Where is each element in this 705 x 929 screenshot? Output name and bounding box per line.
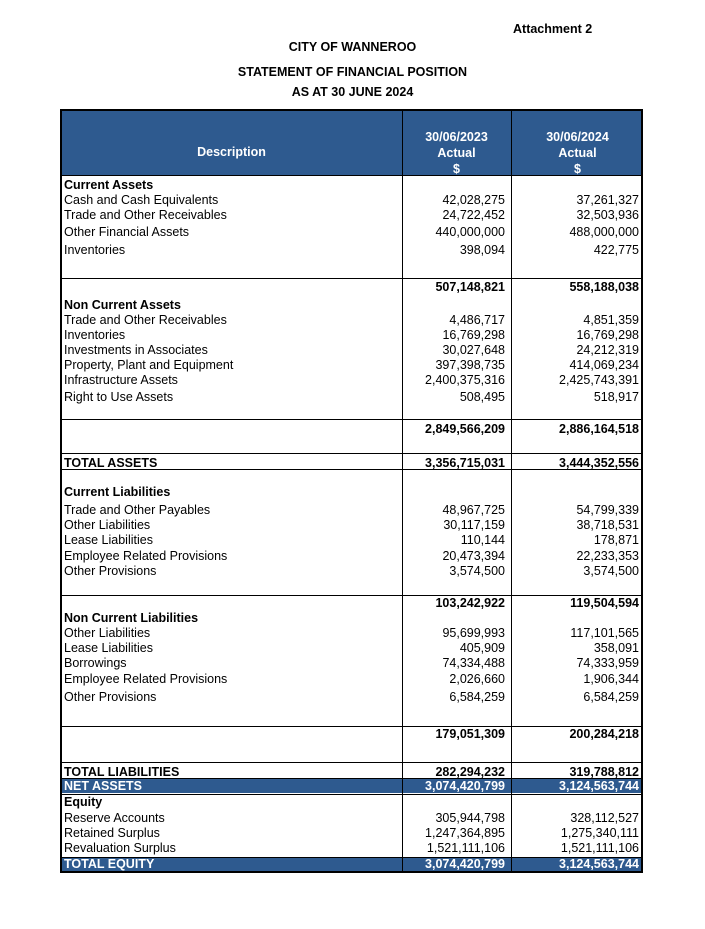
row-value-2024: 414,069,234 bbox=[569, 358, 639, 372]
row-divider bbox=[62, 762, 641, 763]
row-label: Non Current Assets bbox=[64, 298, 181, 312]
row-value-2024: 6,584,259 bbox=[583, 690, 639, 704]
row-label: Property, Plant and Equipment bbox=[64, 358, 234, 372]
row-value-2024: 319,788,812 bbox=[569, 765, 639, 779]
row-divider bbox=[62, 278, 641, 279]
row-divider bbox=[62, 794, 641, 795]
row-value-2024: 22,233,353 bbox=[576, 549, 639, 563]
row-divider bbox=[62, 175, 641, 176]
row-value-2024: 2,886,164,518 bbox=[559, 422, 639, 436]
row-label: Other Provisions bbox=[64, 690, 157, 704]
row-label: Trade and Other Receivables bbox=[64, 313, 227, 327]
row-value-2023: 103,242,922 bbox=[435, 596, 505, 610]
row-value-2024: 32,503,936 bbox=[576, 208, 639, 222]
financial-position-table bbox=[60, 109, 643, 873]
row-value-2024: 1,906,344 bbox=[583, 672, 639, 686]
row-label: Inventories bbox=[64, 243, 126, 257]
row-value-2024: 3,124,563,744 bbox=[559, 857, 639, 871]
row-value-2024: 178,871 bbox=[593, 533, 639, 547]
row-label: NET ASSETS bbox=[64, 779, 143, 793]
row-value-2024: 38,718,531 bbox=[576, 518, 639, 532]
row-value-2024: 1,275,340,111 bbox=[560, 826, 639, 840]
row-label: Borrowings bbox=[64, 656, 127, 670]
col-2023-header bbox=[402, 129, 511, 177]
col-2024-date: 30/06/2024 bbox=[546, 130, 609, 144]
row-label: Right to Use Assets bbox=[64, 390, 174, 404]
row-value-2023: 4,486,717 bbox=[449, 313, 505, 327]
row-value-2023: 305,944,798 bbox=[435, 811, 505, 825]
row-value-2024: 422,775 bbox=[593, 243, 639, 257]
row-value-2024: 358,091 bbox=[593, 641, 639, 655]
row-label: Current Assets bbox=[64, 178, 154, 192]
col-2023-unit: $ bbox=[453, 162, 460, 176]
row-label: Other Financial Assets bbox=[64, 225, 190, 239]
col-2024-header bbox=[512, 129, 643, 177]
row-value-2024: 2,425,743,391 bbox=[559, 373, 639, 387]
page-title: CITY OF WANNEROO bbox=[288, 40, 417, 54]
row-value-2023: 2,026,660 bbox=[449, 672, 505, 686]
row-value-2023: 398,094 bbox=[459, 243, 505, 257]
row-label: Reserve Accounts bbox=[64, 811, 165, 825]
row-divider bbox=[62, 419, 641, 420]
row-value-2023: 20,473,394 bbox=[442, 549, 505, 563]
row-value-2023: 507,148,821 bbox=[435, 280, 505, 294]
col-2023-basis: Actual bbox=[437, 146, 476, 160]
row-value-2023: 95,699,993 bbox=[442, 626, 505, 640]
row-value-2023: 16,769,298 bbox=[442, 328, 505, 342]
row-value-2023: 42,028,275 bbox=[442, 193, 505, 207]
statement-date: AS AT 30 JUNE 2024 bbox=[291, 85, 414, 99]
row-value-2024: 16,769,298 bbox=[576, 328, 639, 342]
row-value-2023: 179,051,309 bbox=[435, 727, 505, 741]
row-divider bbox=[62, 453, 641, 454]
row-value-2023: 30,027,648 bbox=[442, 343, 505, 357]
row-value-2024: 37,261,327 bbox=[576, 193, 639, 207]
row-value-2024: 200,284,218 bbox=[569, 727, 639, 741]
row-value-2024: 119,504,594 bbox=[570, 596, 639, 610]
row-value-2024: 3,574,500 bbox=[583, 564, 639, 578]
description-header: Description bbox=[197, 145, 266, 159]
row-value-2024: 4,851,359 bbox=[583, 313, 639, 327]
row-label: Non Current Liabilities bbox=[64, 611, 199, 625]
row-label: Employee Related Provisions bbox=[64, 672, 228, 686]
row-value-2024: 74,333,959 bbox=[576, 656, 639, 670]
row-value-2024: 24,212,319 bbox=[576, 343, 639, 357]
row-value-2024: 558,188,038 bbox=[569, 280, 639, 294]
row-label: Trade and Other Receivables bbox=[64, 208, 227, 222]
row-value-2023: 405,909 bbox=[459, 641, 505, 655]
row-label: Other Provisions bbox=[64, 564, 157, 578]
row-value-2024: 328,112,527 bbox=[570, 811, 639, 825]
row-value-2024: 518,917 bbox=[593, 390, 639, 404]
row-value-2023: 397,398,735 bbox=[435, 358, 505, 372]
row-label: Revaluation Surplus bbox=[64, 841, 176, 855]
row-value-2023: 24,722,452 bbox=[442, 208, 505, 222]
row-value-2023: 282,294,232 bbox=[435, 765, 505, 779]
row-value-2024: 1,521,111,106 bbox=[560, 841, 639, 855]
row-value-2023: 74,334,488 bbox=[442, 656, 505, 670]
row-value-2023: 508,495 bbox=[459, 390, 505, 404]
row-value-2023: 3,356,715,031 bbox=[425, 456, 505, 470]
row-value-2023: 440,000,000 bbox=[435, 225, 505, 239]
row-value-2023: 2,400,375,316 bbox=[425, 373, 505, 387]
row-value-2023: 1,247,364,895 bbox=[425, 826, 505, 840]
row-label: Current Liabilities bbox=[64, 485, 171, 499]
row-label: Investments in Associates bbox=[64, 343, 208, 357]
row-value-2023: 30,117,159 bbox=[443, 518, 505, 532]
row-value-2023: 110,144 bbox=[460, 533, 505, 547]
row-value-2024: 3,124,563,744 bbox=[559, 779, 639, 793]
row-value-2023: 48,967,725 bbox=[442, 503, 505, 517]
row-value-2024: 488,000,000 bbox=[569, 225, 639, 239]
row-label: TOTAL LIABILITIES bbox=[64, 765, 180, 779]
col-2023-date: 30/06/2023 bbox=[425, 130, 488, 144]
row-value-2024: 117,101,565 bbox=[570, 626, 639, 640]
row-label: Employee Related Provisions bbox=[64, 549, 228, 563]
col-2024-basis: Actual bbox=[558, 146, 597, 160]
row-label: Cash and Cash Equivalents bbox=[64, 193, 219, 207]
row-value-2023: 2,849,566,209 bbox=[425, 422, 505, 436]
row-label: Trade and Other Payables bbox=[64, 503, 211, 517]
statement-title: STATEMENT OF FINANCIAL POSITION bbox=[237, 65, 468, 79]
row-label: TOTAL ASSETS bbox=[64, 456, 158, 470]
row-value-2023: 3,574,500 bbox=[449, 564, 505, 578]
row-value-2023: 6,584,259 bbox=[449, 690, 505, 704]
row-label: Lease Liabilities bbox=[64, 533, 153, 547]
column-divider bbox=[511, 111, 512, 871]
row-label: TOTAL EQUITY bbox=[64, 857, 155, 871]
row-label: Equity bbox=[64, 795, 103, 809]
row-label: Inventories bbox=[64, 328, 126, 342]
row-label: Other Liabilities bbox=[64, 518, 151, 532]
row-label: Infrastructure Assets bbox=[64, 373, 178, 387]
row-label: Retained Surplus bbox=[64, 826, 160, 840]
row-value-2024: 3,444,352,556 bbox=[559, 456, 639, 470]
attachment-label: Attachment 2 bbox=[513, 22, 593, 36]
row-label: Lease Liabilities bbox=[64, 641, 153, 655]
row-label: Other Liabilities bbox=[64, 626, 151, 640]
row-value-2023: 1,521,111,106 bbox=[426, 841, 505, 855]
row-value-2023: 3,074,420,799 bbox=[425, 779, 505, 793]
row-value-2023: 3,074,420,799 bbox=[425, 857, 505, 871]
col-2024-unit: $ bbox=[574, 162, 581, 176]
row-value-2024: 54,799,339 bbox=[576, 503, 639, 517]
